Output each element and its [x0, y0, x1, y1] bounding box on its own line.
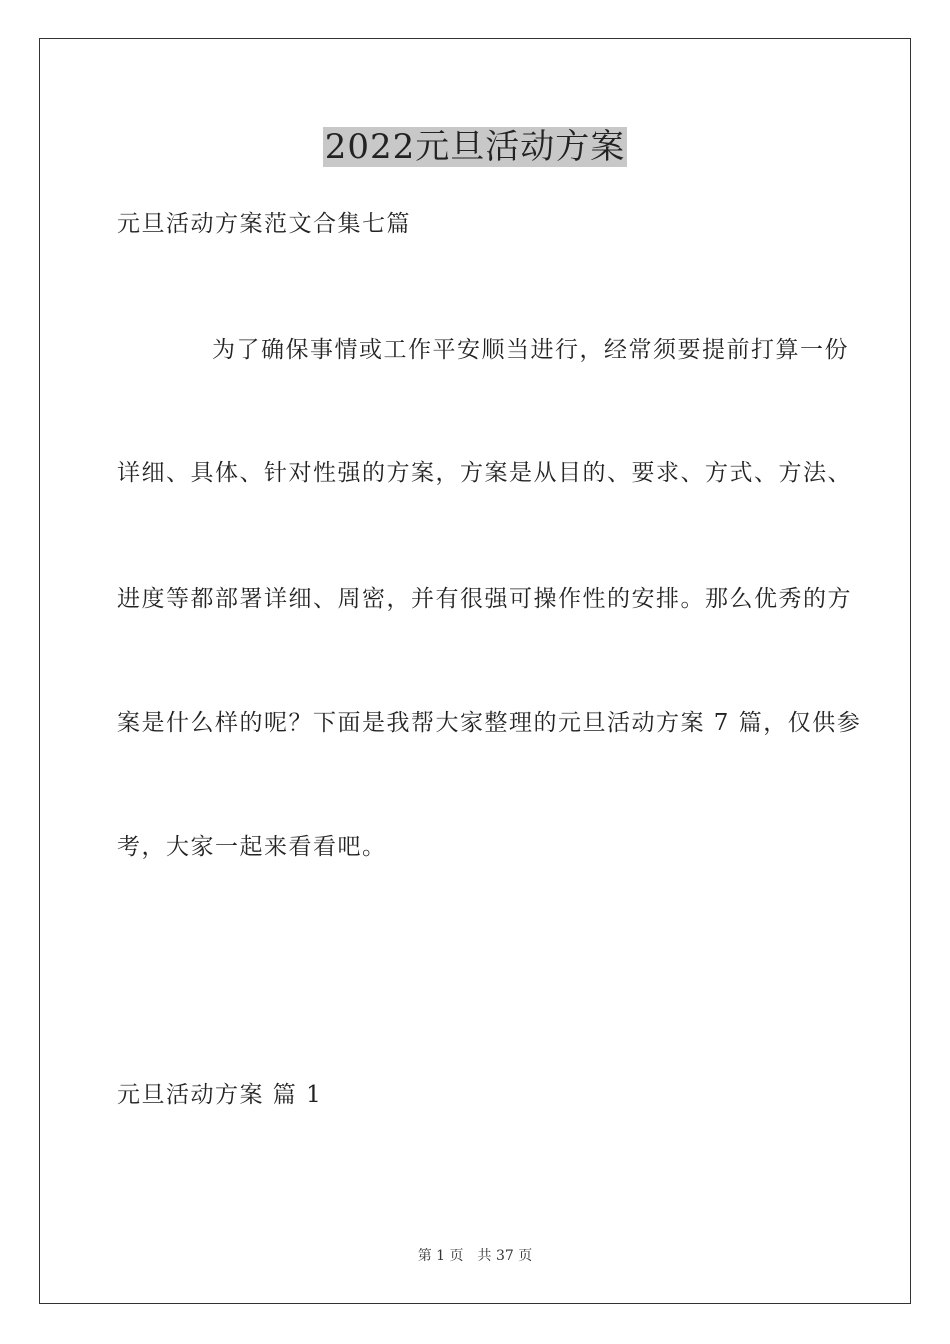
document-title-text: 2022元旦活动方案: [324, 127, 626, 167]
paragraph-line-5: 考，大家一起来看看吧。: [117, 834, 387, 860]
paragraph-line-2: 详细、具体、针对性强的方案，方案是从目的、要求、方式、方法、: [117, 460, 852, 486]
page-total: 共 37 页: [477, 1248, 533, 1264]
document-subtitle: 元旦活动方案范文合集七篇: [117, 211, 411, 237]
document-title: [0, 124, 950, 170]
paragraph-line-3: 进度等都部署详细、周密，并有很强可操作性的安排。那么优秀的方: [117, 586, 852, 612]
paragraph-line-1: 为了确保事情或工作平安顺当进行，经常须要提前打算一份: [212, 337, 849, 363]
section-heading: 元旦活动方案 篇 1: [117, 1082, 323, 1108]
paragraph-line-4: 案是什么样的呢？下面是我帮大家整理的元旦活动方案 7 篇，仅供参: [117, 710, 862, 736]
page-footer: [0, 1246, 950, 1266]
page-number: 第 1 页: [417, 1248, 464, 1264]
